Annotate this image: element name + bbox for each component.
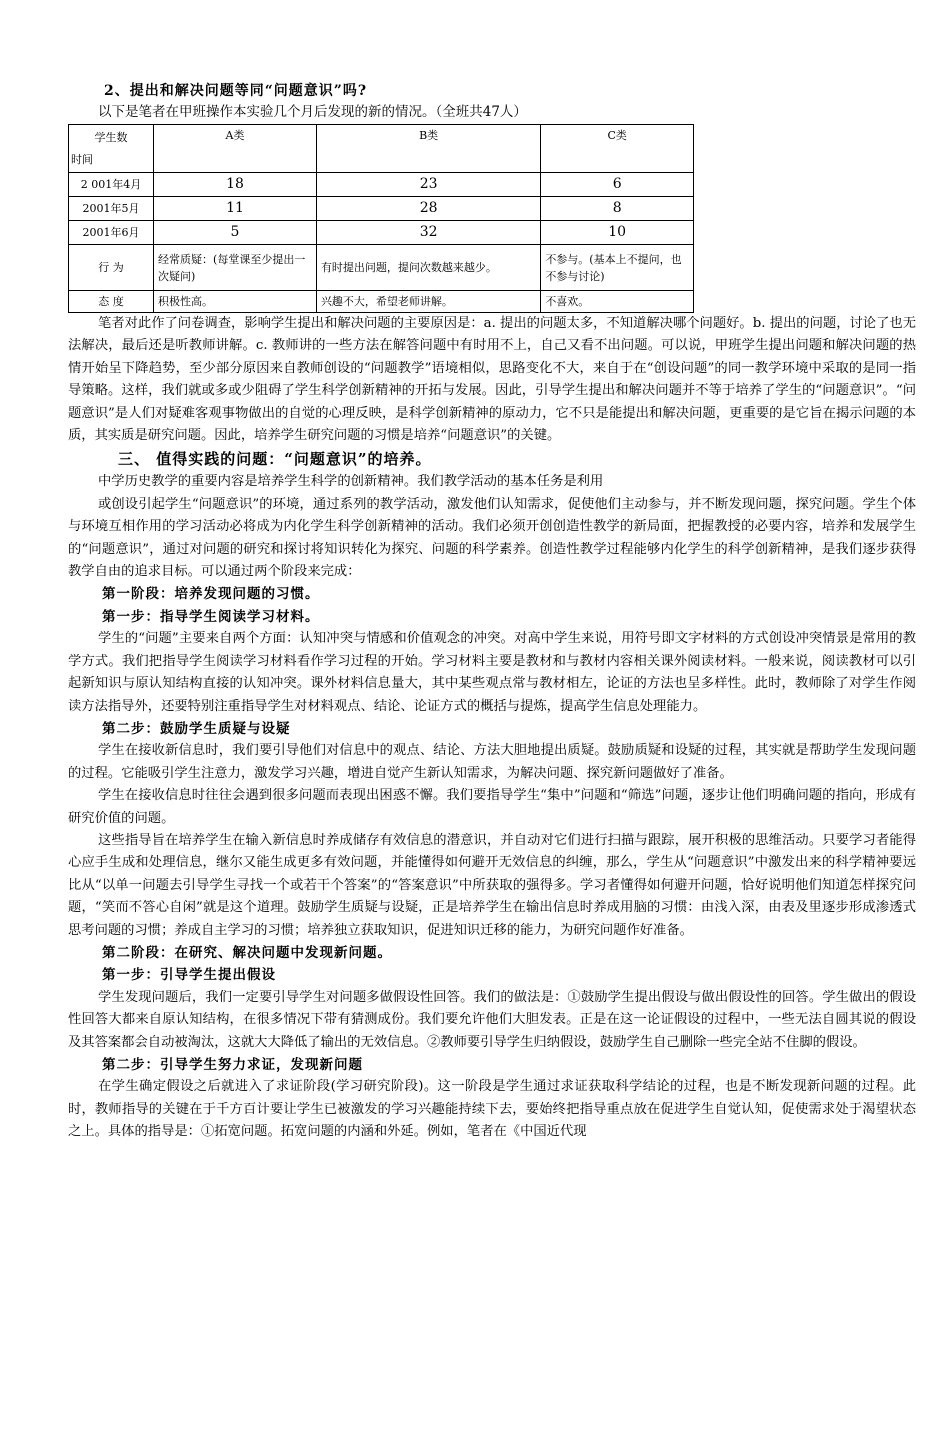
table-row xyxy=(69,173,694,197)
table-row xyxy=(69,197,694,221)
cell-a: 18 xyxy=(154,173,317,197)
col-header-b: B类 xyxy=(316,125,540,173)
col-header-c: C类 xyxy=(541,125,694,173)
step-heading: 第一步：指导学生阅读学习材料。 xyxy=(102,608,320,625)
attitude-label: 态 度 xyxy=(69,291,154,313)
paragraph: 学生在接收新信息时，我们要引导他们对信息中的观点、结论、方法大胆地提出质疑。鼓励质疑和设疑的过程，其实就是帮助学生发现问题的过程。它能吸引学生注意力，激发学习兴趣，增进自觉产生新认知需求，为解决问题、探究新问题做好了准备。 xyxy=(68,743,916,781)
paragraph: 或创设引起学生“问题意识”的环境，通过系列的教学活动，激发他们认知需求，促使他们主动参与，并不断发现问题，探究问题。学生个体与环境互相作用的学习活动必将成为内化学生科学创新精神的活动。我们必须开创创造性教学的新局面，把握教授的必要内容，培养和发展学生的“问题意识”，通过对问题的研究和探讨将知识转化为探究、问题的科学素养。创造性教学过程能够内化学生的科学创新精神，是我们逐步获得教学自由的追求目标。可以通过两个阶段来完成： xyxy=(68,496,916,580)
corner-top-label: 学生数 xyxy=(94,130,128,144)
survey-table xyxy=(68,124,694,313)
paragraph: 在学生确定假设之后就进入了求证阶段(学习研究阶段)。这一阶段是学生通过求证获取科学结论的过程，也是不断发现新问题的过程。此时，教师指导的关键在于千方百计要让学生已被激发的学习兴趣能持续下去，要始终把指导重点放在促进学生自觉认知，促使需求处于渴望状态之上。具体的指导是：①拓宽问题。拓宽问题的内涵和外延。例如，笔者在《中国近代现 xyxy=(68,1079,916,1140)
cell-a: 5 xyxy=(154,221,317,245)
behavior-c: 不参与。(基本上不提问，也不参与讨论) xyxy=(541,245,694,291)
col-header-a: A类 xyxy=(154,125,317,173)
behavior-label: 行 为 xyxy=(69,245,154,291)
paragraph: 学生的“问题”主要来自两个方面：认知冲突与情感和价值观念的冲突。对高中学生来说，用符号即文字材料的方式创设冲突情景是常用的教学方式。我们把指导学生阅读学习材料看作学习过程的开始。学习材料主要是教材和与教材内容相关课外阅读材料。一般来说，阅读教材可以引起新知识与原认知结构直接的认知冲突。课外材料信息量大，其中某些观点常与教材相左，论证的方法也呈多样性。此时，教师除了对学生作阅读方法指导外，还要特别注重指导学生对材料观点、结论、论证方式的概括与提炼，提高学生信息处理能力。 xyxy=(68,631,916,714)
cell-c: 8 xyxy=(541,197,694,221)
attitude-b: 兴趣不大，希望老师讲解。 xyxy=(316,291,540,313)
stage-heading: 第一阶段：培养发现问题的习惯。 xyxy=(102,586,320,603)
step-heading: 第二步：引导学生努力求证，发现新问题 xyxy=(102,1057,363,1073)
behavior-b: 有时提出问题，提问次数越来越少。 xyxy=(316,245,540,291)
cell-c: 6 xyxy=(541,173,694,197)
cell-c: 10 xyxy=(541,221,694,245)
paragraph: 笔者对此作了问卷调查，影响学生提出和解决问题的主要原因是：a. 提出的问题太多，不知道解决哪个问题好。b. 提出的问题，讨论了也无法解决，最后还是听教师讲解。c. 教师讲的一些方法在解答问题中有时用不上，自己又看不出问题。可以说，甲班学生提出问题和解决问题的热情开始呈下降趋势，至少部分原因来自教师创设的“问题教学”语境相似，思路变化不大，来自于在“创设问题”的同一教学环境中采取的是同一指导策略。这样，我们就或多或少阻碍了学生科学创新精神的开拓与发展。因此，引导学生提出和解决问题并不等于培养了学生的“问题意识”。“问题意识”是人们对疑难客观事物做出的自觉的心理反映，是科学创新精神的原动力，它不只是能提出和解决问题，更重要的是它旨在揭示问题的本质，其实质是研究问题。因此，培养学生研究问题的习惯是培养“问题意识”的关键。 xyxy=(68,316,916,444)
attitude-a: 积极性高。 xyxy=(154,291,317,313)
cell-b: 32 xyxy=(316,221,540,245)
paragraph: 学生在接收信息时往往会遇到很多问题而表现出困惑不懈。我们要指导学生“集中”问题和“筛选”问题，逐步让他们明确问题的指向，形成有研究价值的问题。 xyxy=(68,788,916,826)
section-heading-3: 三、 值得实践的问题：“问题意识”的培养。 xyxy=(118,450,432,469)
table-row-attitude xyxy=(69,291,694,313)
table-corner-cell xyxy=(69,125,154,173)
step-heading: 第二步：鼓励学生质疑与设疑 xyxy=(102,720,291,737)
row-date: 2001年6月 xyxy=(69,221,154,245)
stage-heading: 第二阶段：在研究、解决问题中发现新问题。 xyxy=(102,944,392,961)
behavior-a: 经常质疑：(每堂课至少提出一次疑问) xyxy=(154,245,317,291)
paragraph: 中学历史教学的重要内容是培养学生科学的创新精神。我们教学活动的基本任务是利用 xyxy=(98,474,604,490)
step-heading: 第一步：引导学生提出假设 xyxy=(102,967,276,984)
corner-bottom-label: 时间 xyxy=(71,152,93,166)
paragraph: 这些指导旨在培养学生在输入新信息时养成储存有效信息的潜意识，并自动对它们进行扫描与跟踪，展开积极的思维活动。只要学习者能得心应手生成和处理信息，继尔又能生成更多有效问题，并能懂得如何避开无效信息的纠缠，那么，学生从“问题意识”中激发出来的科学精神要远比从“以单一问题去引导学生寻找一个或若干个答案”的“答案意识”中所获取的强得多。学习者懂得如何避开问题，恰好说明他们知道怎样探究问题，“笑而不答心自闲”就是这个道理。鼓励学生质疑与设疑，正是培养学生在输出信息时养成用脑的习惯：由浅入深，由表及里逐步形成渗透式思考问题的习惯；养成自主学习的习惯；培养独立获取知识，促进知识迁移的能力，为研究问题作好准备。 xyxy=(68,832,916,938)
cell-b: 23 xyxy=(316,173,540,197)
section-heading-2: 2、提出和解决问题等同“问题意识”吗? xyxy=(104,83,368,99)
cell-b: 28 xyxy=(316,197,540,221)
row-date: 2 001年4月 xyxy=(69,173,154,197)
table-header-row xyxy=(69,125,694,173)
table-row-behavior xyxy=(69,245,694,291)
paragraph: 学生发现问题后，我们一定要引导学生对问题多做假设性回答。我们的做法是：①鼓励学生提出假设与做出假设性的回答。学生做出的假设性回答大都来自原认知结构，在很多情况下带有猜测成份。我们要允许他们大胆发表。正是在这一论证假设的过程中，一些无法自圆其说的假设及其答案都会自动被淘汰，这就大大降低了输出的无效信息。②教师要引导学生归纳假设，鼓励学生自己删除一些完全站不住脚的假设。 xyxy=(68,989,916,1050)
table-row xyxy=(69,221,694,245)
table-intro: 以下是笔者在甲班操作本实验几个月后发现的新的情况。（全班共47人） xyxy=(98,104,527,120)
attitude-c: 不喜欢。 xyxy=(541,291,694,313)
row-date: 2001年5月 xyxy=(69,197,154,221)
document-page xyxy=(68,80,916,1144)
cell-a: 11 xyxy=(154,197,317,221)
